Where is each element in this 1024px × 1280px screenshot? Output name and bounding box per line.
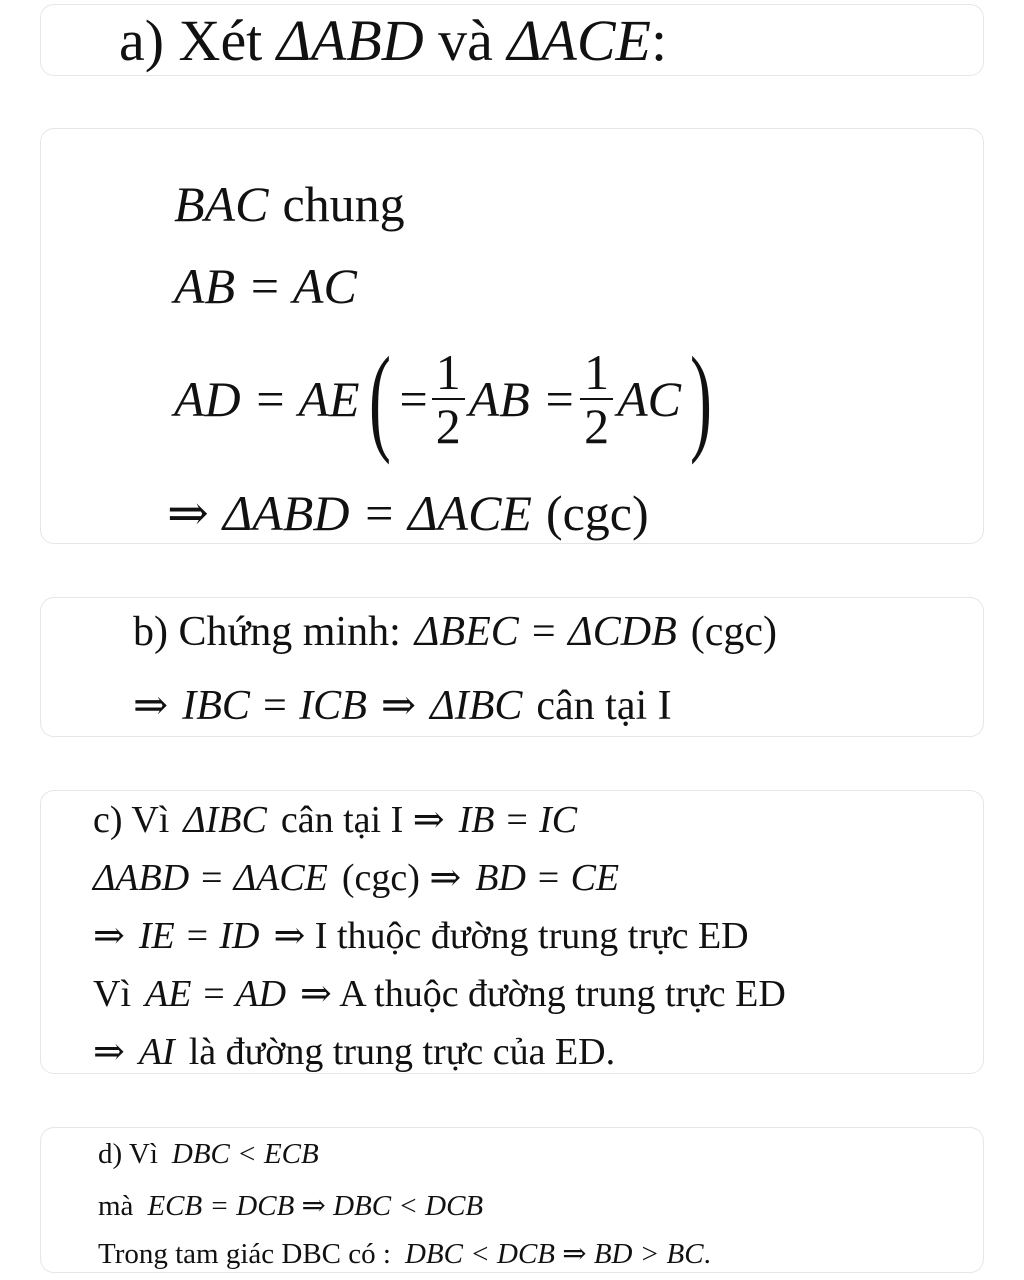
fraction-numerator: 1	[432, 346, 465, 401]
angle-common-line	[174, 175, 405, 233]
part-c-line-1	[93, 797, 577, 842]
part-a-heading-card	[40, 4, 984, 76]
segment-ai: AI	[138, 1031, 175, 1073]
part-b-line-1	[133, 608, 777, 656]
angle-common-word: chung	[282, 176, 405, 232]
fraction-denominator: 2	[584, 398, 610, 454]
triangle-ibc: ΔIBC	[430, 683, 523, 729]
ad-equals-ae-line	[174, 334, 721, 464]
equals-sign: =	[399, 371, 428, 427]
part-a-conclusion-line	[167, 484, 649, 542]
ad-equals-ae: AD = AE	[174, 371, 360, 427]
text: ⇒ A thuộc đường trung trực ED	[300, 973, 786, 1015]
part-c-line-3	[93, 913, 749, 958]
part-d-line-2	[98, 1188, 483, 1223]
implies-arrow: ⇒	[133, 683, 169, 729]
triangle-ibc: ΔIBC	[183, 799, 267, 841]
text: ⇒ I thuộc đường trung trực ED	[273, 915, 749, 957]
fraction-denominator: 2	[435, 398, 461, 454]
part-d-line-3	[98, 1236, 711, 1271]
ab-term: AB =	[468, 371, 577, 427]
text: Vì	[93, 973, 131, 1015]
part-b-card	[40, 597, 984, 737]
open-paren: (	[368, 332, 391, 465]
part-d-card	[40, 1127, 984, 1273]
part-a-heading	[119, 7, 667, 74]
text: (cgc) ⇒	[341, 857, 462, 899]
implies-arrow: ⇒	[93, 915, 125, 957]
implies-arrow: ⇒	[93, 1031, 125, 1073]
part-b-label: b) Chứng minh:	[133, 609, 401, 655]
text: mà	[98, 1190, 134, 1222]
heading-prefix: a) Xét	[119, 8, 277, 73]
ae-equals-ad: AE = AD	[145, 973, 287, 1015]
triangles-congruent: ΔABD = ΔACE	[222, 485, 532, 541]
heading-triangle-abd: ΔABD	[276, 8, 424, 73]
bec-equals-cdb: ΔBEC = ΔCDB	[414, 609, 677, 655]
side-inequality: DBC < DCB ⇒ BD > BC	[404, 1238, 704, 1270]
part-c-line-2	[93, 855, 619, 900]
angle-relation: ECB = DCB ⇒ DBC < DCB	[147, 1190, 484, 1222]
part-c-card	[40, 790, 984, 1074]
angle-bac: BAC	[174, 176, 269, 232]
abd-equals-ace: ΔABD = ΔACE	[93, 857, 328, 899]
text: cân tại I ⇒	[280, 799, 445, 841]
fraction-numerator: 1	[580, 346, 613, 401]
congruence-case: (cgc)	[545, 485, 649, 541]
text: Trong tam giác DBC có :	[98, 1238, 391, 1270]
text: d) Vì	[98, 1138, 158, 1170]
text: là đường trung trực của ED.	[188, 1031, 616, 1073]
period: .	[703, 1238, 711, 1270]
part-c-line-4	[93, 971, 786, 1016]
bd-equals-ce: BD = CE	[475, 857, 620, 899]
part-a-proof-card	[40, 128, 984, 544]
fraction-half-2	[580, 343, 613, 454]
part-b-line-2	[133, 680, 672, 730]
ie-equals-id: IE = ID	[138, 915, 260, 957]
ab-equals-ac-line: AB = AC	[174, 258, 357, 314]
congruence-case: (cgc)	[690, 609, 778, 655]
ac-term: AC	[617, 371, 681, 427]
isosceles-result: cân tại I	[536, 683, 672, 729]
close-paren: )	[689, 332, 712, 465]
implies-arrow: ⇒	[167, 485, 209, 541]
ib-equals-ic: IB = IC	[458, 799, 578, 841]
heading-colon: :	[650, 8, 668, 73]
heading-triangle-ace: ΔACE	[507, 8, 651, 73]
part-d-line-1	[98, 1138, 319, 1171]
fraction-half-1	[432, 343, 465, 454]
part-c-line-5	[93, 1029, 615, 1074]
angle-inequality: DBC < ECB	[171, 1138, 319, 1170]
implies-arrow: ⇒	[380, 683, 417, 729]
heading-and: và	[423, 8, 508, 73]
angles-equal: IBC = ICB	[182, 683, 367, 729]
text: c) Vì	[93, 799, 170, 841]
